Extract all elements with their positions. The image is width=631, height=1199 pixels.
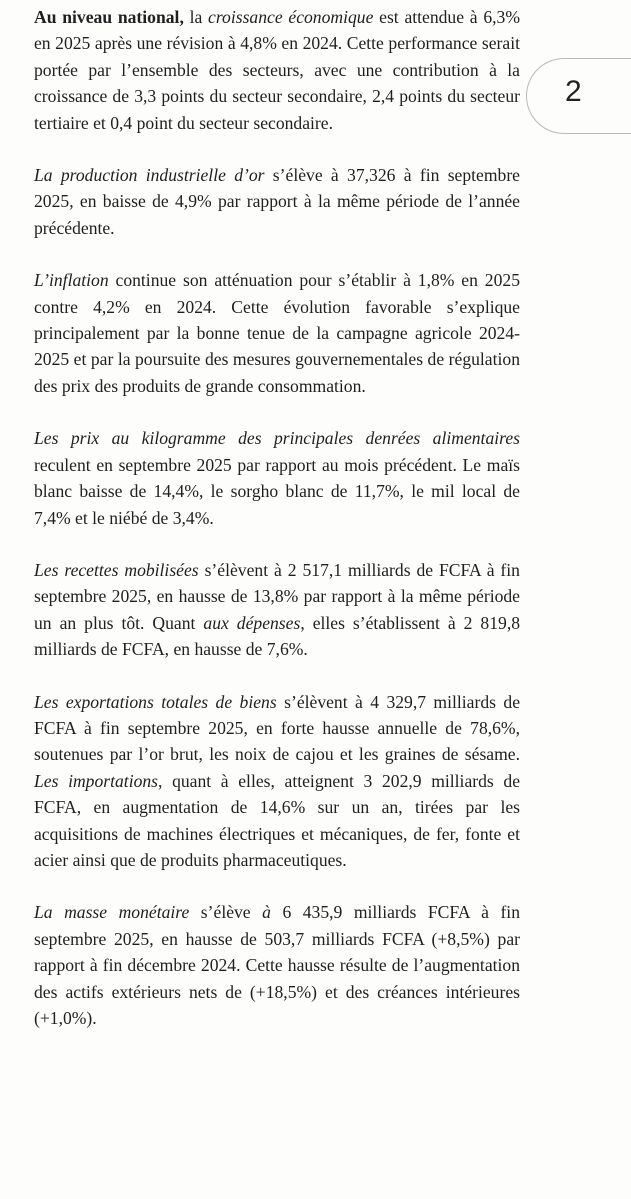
paragraph-lead: L’inflation: [34, 270, 109, 291]
paragraph-text: s’élèvent à 2 517,1 milliards de FCFA à fin septembre 2025, en hausse de 13,8% par rapport à la même période un an plus tôt. Quant: [34, 559, 520, 633]
paragraph-text: s’élève à 37,326 à fin septembre 2025, en baisse de 4,9% par rapport à la même période de l’année précédente.: [34, 165, 520, 238]
paragraph-gold-production: [34, 162, 520, 241]
paragraph-trade: [34, 689, 520, 874]
paragraph-lead: Les recettes mobilisées: [34, 559, 199, 580]
paragraph-lead: Au niveau national,: [34, 7, 184, 27]
paragraph-national-growth: [34, 4, 520, 136]
paragraph-emphasis: Les importations: [34, 770, 159, 791]
document-body: [34, 4, 520, 1057]
paragraph-emphasis: croissance économique: [208, 7, 374, 27]
paragraph-lead: Les prix au kilogramme des principales denrées alimentaires: [34, 428, 520, 449]
paragraph-lead: Les exportations totales de biens: [34, 691, 277, 712]
paragraph-text: , quant à elles, atteignent 3 202,9 milliards de FCFA, en augmentation de 14,6% sur un an, tirées par les acquisitions de machines électriques et mécaniques, de fer, fonte et acier ainsi que de produits pharmaceutiques.: [34, 770, 521, 870]
paragraph-text: reculent en septembre 2025 par rapport au mois précédent. Le maïs blanc baisse de 14,4%, le sorgho blanc de 11,7%, le mil local de 7,4% et le niébé de 3,4%.: [34, 454, 520, 528]
paragraph-text: , elles s’établissent à 2 819,8 milliards de FCFA, en hausse de 7,6%.: [34, 612, 521, 660]
paragraph-emphasis: à: [262, 902, 271, 923]
paragraph-public-finances: [34, 557, 520, 663]
paragraph-money-supply: [34, 899, 520, 1031]
paragraph-inflation: [34, 267, 520, 399]
paragraph-emphasis: aux dépenses: [203, 612, 301, 633]
paragraph-lead: La production industrielle d’or: [34, 165, 265, 186]
paragraph-text: est attendue à 6,3% en 2025 après une révision à 4,8% en 2024. Cette performance serait portée par l’ensemble des secteurs, avec une contribution à la croissance de 3,3 points du secteur secondaire, 2,4 points du secteur tertiaire et 0,4 point du secteur secondaire.: [34, 7, 520, 133]
paragraph-text: s’élèvent à 4 329,7 milliards de FCFA à fin septembre 2025, en forte hausse annuelle de 78,6%, soutenues par l’or brut, les noix de cajou et les graines de sésame.: [34, 691, 520, 765]
page-number: 2: [565, 75, 582, 108]
paragraph-food-prices: [34, 425, 520, 531]
paragraph-text: la: [183, 7, 209, 27]
paragraph-lead: La masse monétaire: [34, 902, 190, 923]
paragraph-text: s’élève: [189, 902, 263, 923]
paragraph-text: continue son atténuation pour s’établir à 1,8% en 2025 contre 4,2% en 2024. Cette évolution favorable s’explique principalement par la bonne tenue de la campagne agricole 2024-2025 et par la poursuite des mesures gouvernementales de régulation des prix des produits de grande consommation.: [34, 270, 520, 396]
page-number-tab: [526, 58, 631, 134]
paragraph-text: 6 435,9 milliards FCFA à fin septembre 2025, en hausse de 503,7 milliards FCFA (+8,5%) par rapport à fin décembre 2024. Cette hausse résulte de l’augmentation des actifs extérieurs nets de (+18,5%) et des créances intérieures (+1,0%).: [34, 902, 520, 1028]
